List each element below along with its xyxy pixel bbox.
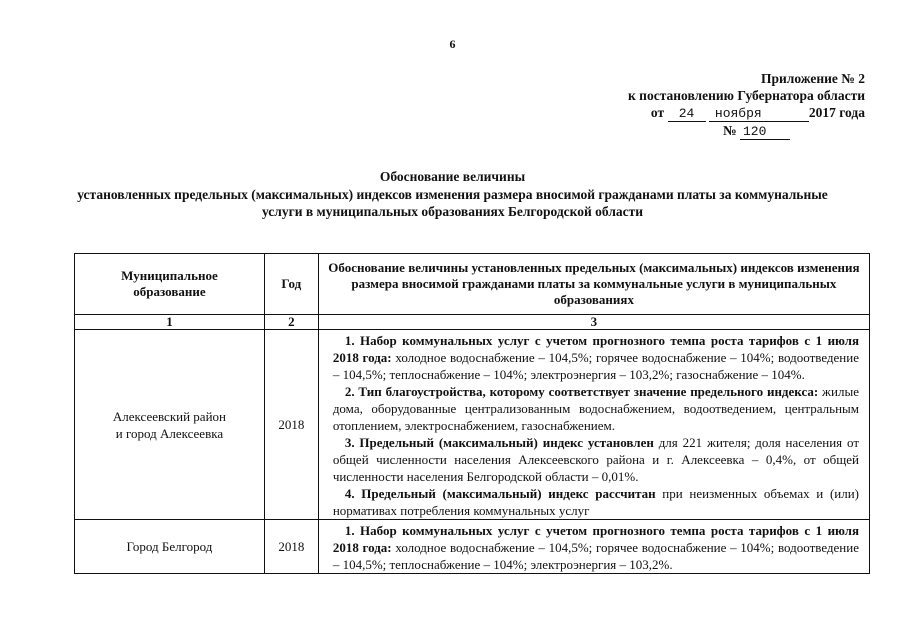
paragraph-index-established <box>333 434 859 485</box>
justification-table <box>74 253 870 574</box>
date-prefix: от <box>650 105 665 120</box>
justification-cell <box>318 330 869 520</box>
year-cell: 2018 <box>264 330 318 520</box>
paragraph-text: холодное водоснабжение – 104,5%; горячее водоснабжение – 104%; водоотведение – 104,5%; теплоснабжение – 104%; электроэнергия – 103,2%. <box>332 540 859 572</box>
appendix-reference: к постановлению Губернатора области <box>628 88 865 103</box>
title-line-2: установленных предельных (максимальных) индексов изменения размера вносимой гражданами платы за коммунальные <box>77 186 828 202</box>
column-number-2: 2 <box>264 315 318 330</box>
appendix-date <box>565 104 865 122</box>
paragraph-services <box>333 522 859 573</box>
appendix-title: Приложение № 2 <box>761 71 865 86</box>
justification-cell <box>318 520 869 574</box>
table-row <box>75 330 870 520</box>
paragraph-text: холодное водоснабжение – 104,5%; горячее водоснабжение – 104%; водоотведение – 104,5%; теплоснабжение – 104%; электроэнергия – 103,2%; газоснабжение – 104%. <box>332 350 859 382</box>
column-number-3: 3 <box>318 315 869 330</box>
appendix-block <box>565 70 865 140</box>
year-cell: 2018 <box>264 520 318 574</box>
date-day: 24 <box>668 107 706 122</box>
municipality-name: Город Белгород <box>126 539 213 554</box>
paragraph-lead: 4. Предельный (максимальный) индекс рассчитан <box>344 486 656 501</box>
header-justification: Обоснование величины установленных предельных (максимальных) индексов изменения размера вносимой гражданами платы за коммунальные услуги в муниципальных образованиях <box>318 254 869 315</box>
column-number-row <box>75 315 870 330</box>
paragraph-services <box>333 332 859 383</box>
appendix-number <box>565 122 865 140</box>
paragraph-lead: 2. Тип благоустройства, которому соответствует значение предельного индекса: <box>344 384 819 399</box>
paragraph-index-calculated <box>333 485 859 519</box>
table-row <box>75 520 870 574</box>
paragraph-lead: 3. Предельный (максимальный) индекс установлен <box>344 435 654 450</box>
header-municipality: Муниципальное образование <box>75 254 265 315</box>
paragraph-text: жилые дома, оборудованные централизованным водоснабжением, водоотведением, центральным отоплением, электроснабжением, газоснабжением. <box>332 384 859 433</box>
paragraph-lead: 1. Набор коммунальных услуг с учетом прогнозного темпа роста тарифов с 1 июля 2018 года: <box>332 333 859 365</box>
header-year: Год <box>264 254 318 315</box>
number-value: 120 <box>740 125 790 140</box>
municipality-name-cont: и город Алексеевка <box>115 425 224 441</box>
municipality-cell <box>75 330 265 520</box>
paragraph-lead: 1. Набор коммунальных услуг с учетом прогнозного темпа роста тарифов с 1 июля 2018 года: <box>332 523 859 555</box>
date-month: ноября <box>709 107 809 122</box>
number-prefix: № <box>723 123 737 138</box>
paragraph-text: для 221 жителя; доля населения от общей численности населения Алексеевского района и г. Алексеевка – 0,4%, от общей численности населения Белгородской области – 0,01%. <box>332 435 859 484</box>
date-year: 2017 года <box>808 105 865 120</box>
document-title <box>30 168 875 221</box>
municipality-name: Алексеевский район <box>112 408 226 424</box>
column-number-1: 1 <box>75 315 265 330</box>
header-row <box>75 254 870 315</box>
paragraph-improvement-type <box>333 383 859 434</box>
municipality-cell <box>75 520 265 574</box>
title-line-1: Обоснование величины <box>379 169 526 184</box>
page-number: 6 <box>449 37 456 51</box>
title-line-3: услуги в муниципальных образованиях Белгородской области <box>261 204 644 219</box>
paragraph-text: при неизменных объемах и (или) нормативах потребления коммунальных услуг <box>332 486 860 518</box>
